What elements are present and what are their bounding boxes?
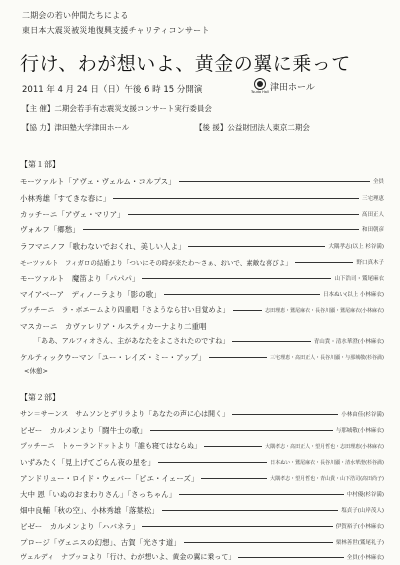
tsuda-hall-logo-icon: Tsuda Hall [253, 78, 267, 94]
program-item: 「ああ、アルフィオさん、主があなたをよこされたのですね」 青山貴・清水華澄(小林麻衣) [34, 337, 384, 345]
program-item: プッチーニ トゥーランドットより「誰も寝てはならぬ」 大隅孝志・髙田正人・望月哲也・志田理恵(小林麻衣) [20, 442, 384, 450]
organizer: 【主 催】二期会若手有志震災支援コンサート実行委員会 [22, 104, 212, 113]
intermission: <休憩> [24, 367, 48, 375]
program-item: 畑中良輔「秋の空」、小林秀雄「落葉松」 塩貞子(山岸茂人) [20, 505, 384, 515]
date-time: 2011 年 4 月 24 日（日）午後 6 時 15 分開演 [22, 85, 203, 95]
program-item: ラフマニノフ「歌わないでおくれ、美しい人よ」 大隅孝志(以上 杉谷満) [20, 241, 384, 251]
venue-name: 津田ホール [270, 82, 315, 93]
program-item: カッチーニ「アヴェ・マリア」 髙田正人 [20, 209, 384, 219]
program-item: ビゼー カルメンより「ハバネラ」 伊賀裕子(小林麻衣) [20, 521, 384, 531]
program-item: ビゼー カルメンより「闘牛士の歌」 与那城敬(小林麻衣) [20, 425, 384, 435]
concert-title: 行け、わが想いよ、黄金の翼に乗って [20, 53, 351, 75]
program-item: ヴェルディ ナブッコより「行け、わが想いよ、黄金の翼に乗って」 全員(小林麻衣) [20, 553, 384, 561]
program-item: 大中 恩「いぬのおまわりさん」「さっちゃん」 中村優(杉谷満) [20, 489, 384, 499]
program-item: ヴォルフ「郷愁」 和田朝彦 [20, 224, 384, 234]
program-item: いずみたく「見上げてごらん夜の星を」 日本ぬい・鷲尾麻衣・長谷川顯・清水華澄(杉谷満) [20, 457, 384, 467]
part1-heading: 【第１部】 [20, 160, 60, 169]
program-item: プッチーニ ラ・ボエームより四重唱「さようなら甘い目覚めよ」 志田理恵・鷲尾麻衣・長谷川顯・鷲尾麻衣(小林麻衣) [20, 306, 384, 314]
program-item: モーツァルト「アヴェ・ヴェルム・コルプス」 全員 [20, 176, 384, 186]
program-item: サン＝サーンス サムソンとデリラより「あなたの声に心は開く」 小林由佳(杉谷満) [20, 410, 384, 418]
program-item: マスカーニ カヴァレリア・ルスティカーナより二重唱 [20, 321, 207, 331]
sponsor: 【後 援】公益財団法人東京二期会 [195, 123, 310, 132]
cooperation: 【協 力】津田塾大学津田ホール [22, 123, 130, 132]
part2-heading: 【第２部】 [20, 393, 60, 402]
program-item: モーツァルト 魔笛より「パパパ」 山下浩司・鷲尾麻衣 [20, 273, 384, 283]
program-item: マイアベーア ディノーラより「影の歌」 日本ぬい(以上 小林麻衣) [20, 289, 384, 299]
venue [253, 78, 315, 94]
program-item: ケルティックウーマン「ユー・レイズ・ミー・アップ」 三宅理恵・髙田正人・長谷川顯・与那城敬(杉谷満) [20, 352, 384, 362]
program-item: プロージ「ヴェニスの幻想」、古賀「光さす道」 栗林善世(鷲尾礼子) [20, 537, 384, 547]
event-type: 東日本大震災被災地復興支援チャリティコンサート [22, 26, 210, 35]
concert-subtitle: 二期会の若い仲間たちによる [22, 11, 129, 20]
program-item: モーツァルト フィガロの結婚より「ついにその時が来たわ～さぁ、おいで、素敵な喜びよ」 野口真木子 [20, 258, 384, 267]
program-item: アンドリュー・ロイド・ウェバー「ピエ・イェーズ」 大隅孝志・望月哲也・青山貴・山下浩司(髙田尚子) [20, 473, 384, 483]
program-item: 小林秀雄「すてきな春に」 三宅理恵 [20, 193, 384, 203]
